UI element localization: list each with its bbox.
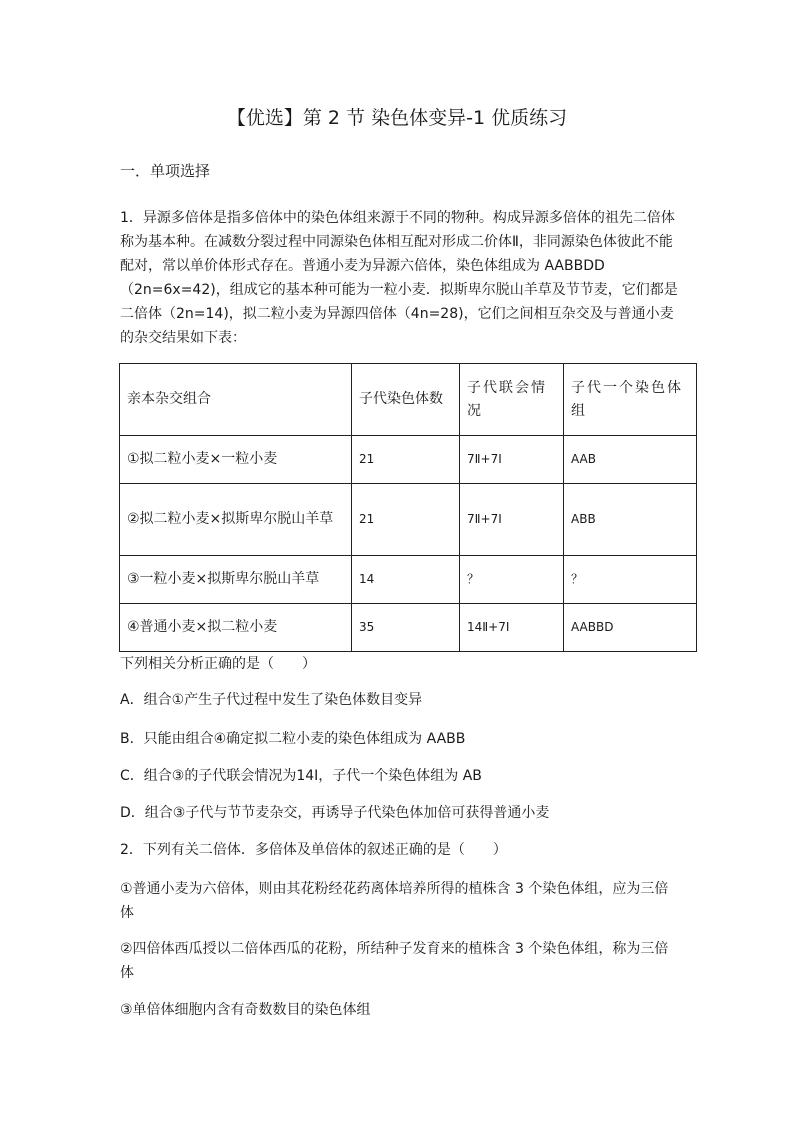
question-1-prompt: 下列相关分析正确的是（ ） <box>120 656 316 672</box>
table-header-cell: 亲本杂交组合 <box>120 364 352 436</box>
question-2-stem: 2．下列有关二倍体．多倍体及单倍体的叙述正确的是（ ） <box>120 842 507 858</box>
page-title: 【优选】第 2 节 染色体变异-1 优质练习 <box>226 107 568 129</box>
table-cell-chromosome-count: 21 <box>352 484 460 556</box>
table-cell-synapsis: 7Ⅱ+7Ⅰ <box>460 436 564 484</box>
table-header-cell: 子代染色体数 <box>352 364 460 436</box>
table-cell-chromosome-count: 21 <box>352 436 460 484</box>
question-1-stem: 1．异源多倍体是指多倍体中的染色体组来源于不同的物种。构成异源多倍体的祖先二倍体称为基本种。在减数分裂过程中同源染色体相互配对形成二价体Ⅱ，非同源染色体彼此不能配对，常以单价体形式存在。普通小麦为异源六倍体，染色体组成为 AABBDD（2n=6x=42)，组成它的基本种可能为一粒小麦．拟斯卑尔脱山羊草及节节麦，它们都是二倍体（2n=14)，拟二粒小麦为异源四倍体（4n=28)，它们之间相互杂交及与普通小麦的杂交结果如下表： <box>120 210 678 346</box>
table-cell-genome: AAB <box>564 436 697 484</box>
table-cell-chromosome-count: 14 <box>352 556 460 604</box>
table-cell-chromosome-count: 35 <box>352 604 460 652</box>
table-row <box>120 436 697 484</box>
table-cell-genome: ABB <box>564 484 697 556</box>
question-1-option-c: C．组合③的子代联会情况为14Ⅰ，子代一个染色体组为 AB <box>120 768 482 784</box>
table-cell-synapsis: ？ <box>460 556 564 604</box>
table-cell-synapsis: 14Ⅱ+7Ⅰ <box>460 604 564 652</box>
question-2-statement: ①普通小麦为六倍体，则由其花粉经花药离体培养所得的植株含 3 个染色体组，应为三倍体 <box>120 881 669 921</box>
table-cell-synapsis: 7Ⅱ+7Ⅰ <box>460 484 564 556</box>
table-row <box>120 556 697 604</box>
table-row <box>120 604 697 652</box>
section-heading: 一．单项选择 <box>120 162 211 180</box>
hybridization-table <box>119 363 697 652</box>
question-1-option-d: D．组合③子代与节节麦杂交，再诱导子代染色体加倍可获得普通小麦 <box>120 805 550 821</box>
table-header-cell: 子代一个染色体组 <box>564 364 697 436</box>
table-cell-genome: AABBD <box>564 604 697 652</box>
table-cell-combination: ①拟二粒小麦×一粒小麦 <box>120 436 352 484</box>
table-row <box>120 484 697 556</box>
question-1-option-b: B．只能由组合④确定拟二粒小麦的染色体组成为 AABB <box>120 731 466 747</box>
question-1-option-a: A．组合①产生子代过程中发生了染色体数目变异 <box>120 692 423 708</box>
table-cell-genome: ？ <box>564 556 697 604</box>
question-2-statement: ③单倍体细胞内含有奇数数目的染色体组 <box>120 1002 371 1018</box>
table-cell-combination: ③一粒小麦×拟斯卑尔脱山羊草 <box>120 556 352 604</box>
table-header-row <box>120 364 697 436</box>
question-2-statement: ②四倍体西瓜授以二倍体西瓜的花粉，所结种子发育来的植株含 3 个染色体组，称为三倍体 <box>120 941 669 981</box>
table-header-cell: 子代联会情况 <box>460 364 564 436</box>
table-cell-combination: ④普通小麦×拟二粒小麦 <box>120 604 352 652</box>
table-cell-combination: ②拟二粒小麦×拟斯卑尔脱山羊草 <box>120 484 352 556</box>
